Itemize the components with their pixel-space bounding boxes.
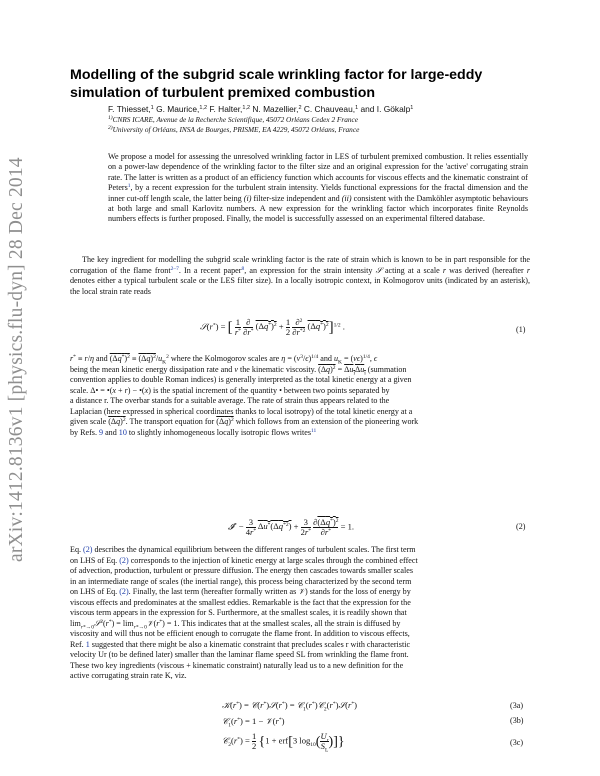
- affiliation: $^{1)}$CNRS ICARE, Avenue de la Recherche Scientifique, 45072 Orléans Cedex 2 France: [108, 115, 358, 124]
- equation-3a: 𝒦(r*) = 𝒞(r*)𝒮(r*) = 𝒞$_1$(r*)𝒞$_2$(r*)𝒮(r*): [222, 700, 358, 713]
- citation-link[interactable]: 2–7: [170, 265, 179, 272]
- author: G. Maurice,$^{1,2}$: [156, 104, 208, 114]
- paper-title: Modelling of the subgrid scale wrinkling factor for large-eddy simulation of turbulent premixed combustion: [70, 67, 483, 101]
- equation-link[interactable]: (2): [119, 555, 129, 565]
- citation-link[interactable]: 1: [127, 183, 131, 190]
- citation-link[interactable]: 8: [241, 265, 245, 272]
- equation-2: 𝓘* − $\frac{3}{4r^*}$ $\Delta u^*(\Delta q^{*2})$ + $\frac{3}{2r^*}$ $\frac{\partial(\Delta q^*)^2}{\partial r^*}$ = 1.: [228, 517, 355, 537]
- author: F. Halter,$^{1,2}$: [209, 104, 251, 114]
- citation-link[interactable]: 10: [118, 427, 127, 437]
- citation-link[interactable]: 9: [99, 427, 104, 437]
- equation-number: (3b): [510, 716, 524, 725]
- equation-3b: 𝒞$_1$(r*) = 1 − 𝒱(r*): [222, 716, 285, 729]
- abstract: We propose a model for assessing the unresolved wrinkling factor in LES of turbulent premixed combustion. It relies essentially on a power-law dependence of the wrinkling factor to the filter size and an original expression for the 'active' corrugating strain rate. The latter is written as a product of an efficiency function which accounts for viscous effects and the kinematic constraint of Peters$^1$, by a recent expression for the turbulent strain intensity. Yields functional expressions for the fractal dimension and the inner cut-off length scale, the latter being (i) filter-size independent and (ii) consistent with the Damköhler asymptotic behaviours at both large and small Karlovitz numbers. A new expression for the wrinkling factor which incorporates finite Reynolds numbers effects is further proposed. Finally, the model is successfully assessed on an experimental filtered database.: [108, 152, 528, 224]
- equation-link[interactable]: (2): [83, 545, 93, 554]
- author: F. Thiesset,$^1$: [108, 104, 154, 114]
- author: and I. Gökalp$^1$: [360, 104, 414, 114]
- equation-1: 𝒮(r*) = [ $\frac{1}{r^*}$ $\frac{\partial}{\partial r^*}$ $(\Delta q^*)^2$ + $\frac{1}{2}$ $\frac{\partial^2}{\partial r^{*2}}$ $(\Delta q^*)^2]^{1/2}$ .: [200, 317, 345, 337]
- citation-link[interactable]: 11: [311, 427, 317, 434]
- body-paragraph: r* ≡ r/η and $(\Delta q^*)^2 \equiv (\Delta q)^2/u_K^2$ where the Kolmogorov scales are $\eta = (\nu^3/\epsilon)^{1/4}$ and $u_K = (\nu\epsilon)^{1/4}$, ϵ being the mean kinetic energy dissipation rate and ν the kinematic viscosity. $(\Delta q)^2 = \Delta u_i\Delta u_i$ (summation convention applies to double Roman indices) is generally interpreted as the total kinetic energy at a given scale. Δ• = •(x + r) − •(x) is the spatial increment of the quantity • between two points separated by a distance r. The overbar stands for a suitable average. The rate of strain thus appears related to the Laplacian (here expressed in spherical coordinates thanks to local isotropy) of the total kinetic energy at a given scale $(\Delta q)^2$. The transport equation for $(\Delta q)^2$ which follows from an extension of the pioneering work by Refs. 9 and 10 to slightly inhomogeneous locally isotropic flows writes$^{11}$: [70, 354, 419, 437]
- equation-number: (1): [516, 325, 526, 334]
- author-list: [108, 104, 558, 114]
- author: C. Chauveau,$^1$: [303, 104, 359, 114]
- equation-number: (3a): [510, 701, 524, 710]
- citation-link[interactable]: 1: [85, 639, 90, 649]
- equation-3c: 𝒞$_2$(r*) = $\frac{1}{2}$ {1 + erf[3 $\log_{10}$( $\frac{U_r}{S_L}$ )]}: [222, 731, 345, 754]
- equation-number: (3c): [510, 738, 524, 747]
- intro-paragraph: The key ingredient for modelling the subgrid scale wrinkling factor is the rate of strain which is known to be in part responsible for the corrugation of the flame front$^{2-7}$. In a recent paper$^8$, an expression for the strain intensity 𝒮 acting at a scale r was derived (hereafter r denotes either a typical turbulent scale or the LES filter size). In a locally isotropic context, in Kolmogorov units (indicated by an asterisk), the local strain rate reads: [70, 255, 530, 296]
- equation-link[interactable]: (2): [119, 587, 129, 596]
- author: N. Mazellier,$^2$: [252, 104, 302, 114]
- affiliation: $^{2)}$University of Orléans, INSA de Bourges, PRISME, EA 4229, 45072 Orléans, France: [108, 125, 360, 134]
- arxiv-identifier: arXiv:1412.8136v1 [physics.flu-dyn] 28 Dec 2014: [6, 157, 27, 563]
- body-paragraph: Eq. (2) describes the dynamical equilibrium between the different ranges of turbulent scales. The first term on LHS of Eq. (2) corresponds to the injection of kinetic energy at large scales through the combined effect of advection, production, turbulent or pressure diffusion. The energy then cascades towards smaller scales in an intermediate range of scales (the inertial range), this process being characterized by the second term on LHS of Eq. (2). Finally, the last term (hereafter formally written as 𝒱) stands for the loss of energy by viscous effects and predominates at the smallest eddies. Remarkable is the fact that the expression for the viscous term appears in the expression for S. Furthermore, at the smallest scales, it is readily shown that $\lim_{r*\to 0}𝒮^2(r^*)$ = $\lim_{r*\to 0}𝒱(r^*) = 1$. This indicates that at the smallest scales, all the strain is diffused by viscosity and will thus not be efficient enough to corrugate the flame front. In addition to viscous effects, Ref. 1 suggested that there might be also a kinematic constraint that precludes scales r with characteristic velocity Ur (to be defined later) smaller than the laminar flame speed SL from wrinkling the flame front. These two key ingredients (viscous + kinematic constraint) naturally lead us to a new definition for the active corrugating strain rate K, viz.: [70, 545, 418, 680]
- equation-number: (2): [516, 522, 526, 531]
